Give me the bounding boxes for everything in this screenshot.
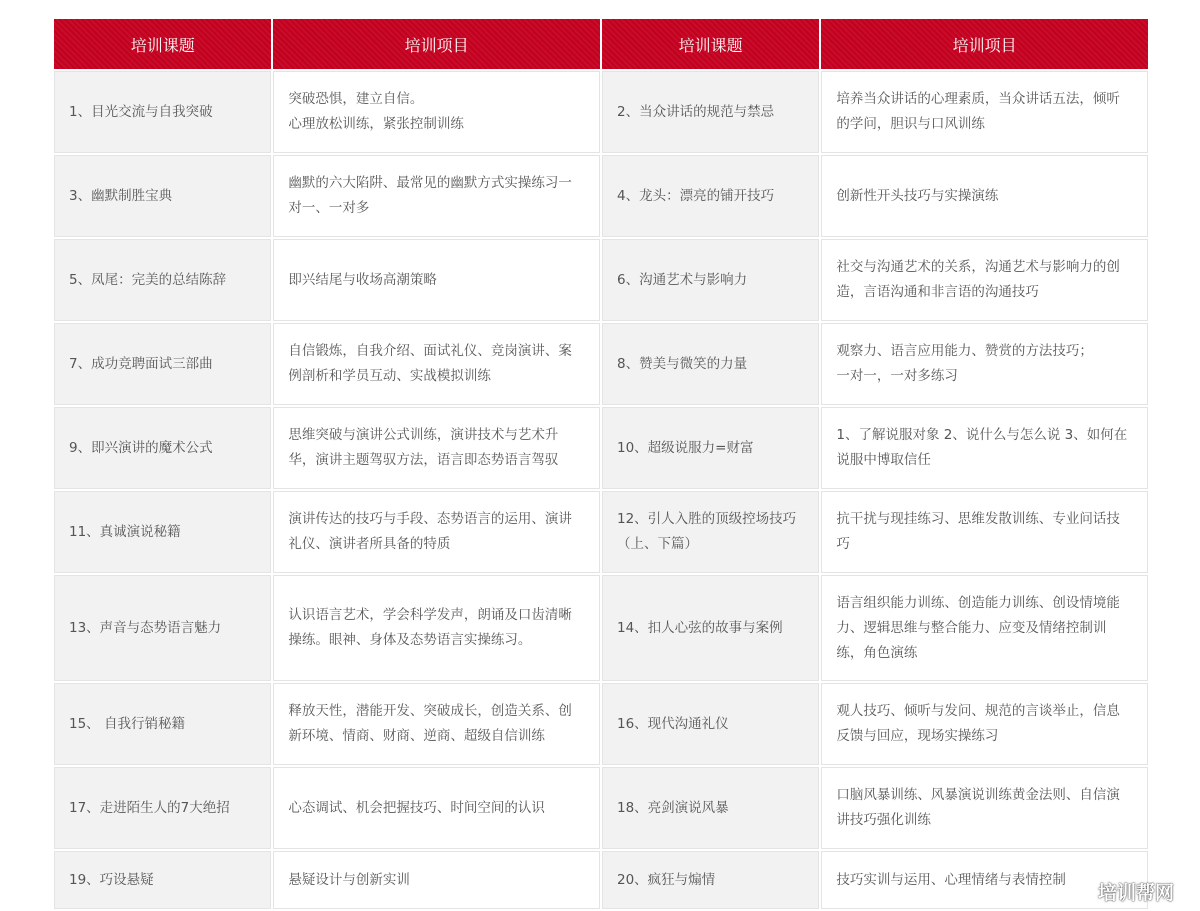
- topic-cell: [54, 491, 271, 573]
- item-text: 语言组织能力训练、创造能力训练、创设情境能力、逻辑思维与整合能力、应变及情绪控制训练，角色演练: [836, 594, 1120, 661]
- topic-text: 9、即兴演讲的魔术公式: [69, 439, 213, 456]
- item-cell: [821, 71, 1148, 153]
- item-cell: [821, 575, 1148, 681]
- topic-cell: [54, 239, 271, 321]
- table-row: [54, 851, 1148, 909]
- item-cell: [821, 407, 1148, 489]
- watermark: [1064, 875, 1174, 907]
- item-cell: [273, 323, 600, 405]
- header-topic-2: 培训课题: [602, 19, 819, 69]
- topic-text: 8、赞美与微笑的力量: [616, 355, 748, 372]
- item-text: 1、了解说服对象 2、说什么与怎么说 3、如何在说服中博取信任: [836, 427, 1128, 468]
- topic-cell: [54, 71, 271, 153]
- item-cell: [821, 683, 1148, 765]
- topic-cell: [54, 575, 271, 681]
- topic-cell: [54, 683, 271, 765]
- item-text: 释放天性，潜能开发、突破成长，创造关系、创新环境、情商、财商、逆商、超级自信训练: [288, 703, 572, 744]
- topic-cell: [602, 683, 819, 765]
- header-row: [54, 19, 1148, 69]
- item-text: 创新性开头技巧与实操演练: [836, 187, 999, 204]
- item-text: 抗干扰与现挂练习、思维发散训练、专业问话技巧: [836, 511, 1120, 552]
- topic-text: 11、真诚演说秘籍: [69, 523, 181, 540]
- table-row: [54, 683, 1148, 765]
- topic-text: 3、幽默制胜宝典: [69, 187, 173, 204]
- item-text: 突破恐惧，建立自信。 心理放松训练，紧张控制训练: [288, 91, 464, 132]
- item-text: 幽默的六大陷阱、最常见的幽默方式实操练习一对一、一对多: [288, 175, 572, 216]
- item-text: 认识语言艺术，学会科学发声，朗诵及口齿清晰操练。眼神、身体及态势语言实操练习。: [288, 607, 572, 648]
- item-text: 观人技巧、倾听与发问、规范的言谈举止，信息反馈与回应，现场实操练习: [836, 703, 1120, 744]
- topic-text: 2、当众讲话的规范与禁忌: [616, 103, 775, 120]
- topic-text: 6、沟通艺术与影响力: [616, 271, 748, 288]
- table-row: [54, 155, 1148, 237]
- topic-cell: [602, 575, 819, 681]
- item-cell: [273, 239, 600, 321]
- topic-cell: [602, 239, 819, 321]
- item-cell: [273, 407, 600, 489]
- header-topic-1: 培训课题: [54, 19, 271, 69]
- topic-cell: [602, 323, 819, 405]
- item-cell: [821, 491, 1148, 573]
- item-text: 观察力、语言应用能力、赞赏的方法技巧； 一对一，一对多练习: [836, 343, 1093, 384]
- item-text: 思维突破与演讲公式训练，演讲技术与艺术升华，演讲主题驾驭方法，语言即态势语言驾驭: [288, 427, 559, 468]
- item-cell: [273, 155, 600, 237]
- topic-cell: [602, 851, 819, 909]
- table-row: [54, 323, 1148, 405]
- topic-text: 14、扣人心弦的故事与案例: [616, 619, 783, 636]
- topic-text: 7、成功竞聘面试三部曲: [69, 355, 213, 372]
- item-cell: [273, 491, 600, 573]
- topic-text: 4、龙头：漂亮的铺开技巧: [616, 187, 775, 204]
- item-text: 心态调试、机会把握技巧、时间空间的认识: [288, 799, 545, 816]
- watermark-text: 培训帮网: [1098, 881, 1175, 904]
- topic-cell: [54, 407, 271, 489]
- topic-text: 16、现代沟通礼仪: [616, 715, 729, 732]
- sun-logo-icon: [1064, 877, 1092, 905]
- table-row: [54, 407, 1148, 489]
- item-text: 口脑风暴训练、风暴演说训练黄金法则、自信演讲技巧强化训练: [836, 787, 1120, 828]
- header-item-1: 培训项目: [273, 19, 600, 69]
- item-text: 培养当众讲话的心理素质，当众讲话五法，倾听的学问，胆识与口风训练: [836, 91, 1120, 132]
- topic-cell: [54, 323, 271, 405]
- topic-text: 19、巧设悬疑: [69, 871, 154, 888]
- item-text: 技巧实训与运用、心理情绪与表情控制: [836, 871, 1066, 888]
- table-row: [54, 575, 1148, 681]
- topic-text: 12、引人入胜的顶级控场技巧（上、下篇）: [616, 511, 797, 552]
- item-text: 自信锻炼，自我介绍、面试礼仪、竞岗演讲、案例剖析和学员互动、实战模拟训练: [288, 343, 572, 384]
- item-cell: [273, 767, 600, 849]
- item-cell: [821, 239, 1148, 321]
- topic-text: 13、声音与态势语言魅力: [69, 619, 222, 636]
- item-cell: [273, 683, 600, 765]
- item-text: 社交与沟通艺术的关系，沟通艺术与影响力的创造，言语沟通和非言语的沟通技巧: [836, 259, 1120, 300]
- table-row: [54, 767, 1148, 849]
- topic-cell: [54, 851, 271, 909]
- topic-text: 5、凤尾：完美的总结陈辞: [69, 271, 227, 288]
- topic-text: 15、 自我行销秘籍: [69, 715, 185, 732]
- topic-text: 20、疯狂与煽情: [616, 871, 716, 888]
- item-cell: [273, 71, 600, 153]
- item-text: 演讲传达的技巧与手段、态势语言的运用、演讲礼仪、演讲者所具备的特质: [288, 511, 572, 552]
- topic-cell: [602, 767, 819, 849]
- table-row: [54, 491, 1148, 573]
- item-cell: [821, 155, 1148, 237]
- course-table: [52, 17, 1150, 911]
- item-cell: [273, 575, 600, 681]
- topic-cell: [602, 407, 819, 489]
- header-item-2: 培训项目: [821, 19, 1148, 69]
- item-text: 即兴结尾与收场高潮策略: [288, 271, 437, 288]
- topic-cell: [602, 71, 819, 153]
- topic-cell: [54, 767, 271, 849]
- item-cell: [821, 323, 1148, 405]
- topic-text: 1、目光交流与自我突破: [69, 103, 213, 120]
- topic-cell: [602, 491, 819, 573]
- table-row: [54, 239, 1148, 321]
- item-text: 悬疑设计与创新实训: [288, 871, 410, 888]
- item-cell: [273, 851, 600, 909]
- table-row: [54, 71, 1148, 153]
- topic-text: 18、亮剑演说风暴: [616, 799, 729, 816]
- item-cell: [821, 767, 1148, 849]
- topic-cell: [602, 155, 819, 237]
- topic-text: 17、走进陌生人的7大绝招: [69, 799, 230, 816]
- topic-cell: [54, 155, 271, 237]
- topic-text: 10、超级说服力=财富: [616, 439, 754, 456]
